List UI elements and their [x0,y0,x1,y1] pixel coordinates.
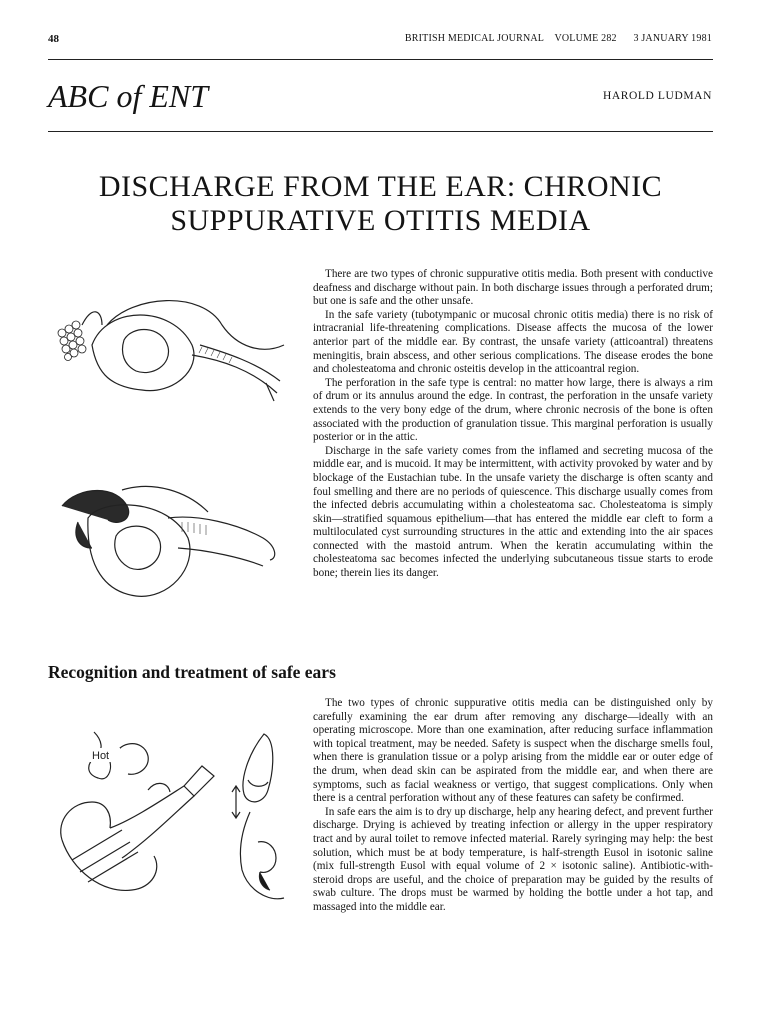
paragraph: There are two types of chronic suppurative otitis media. Both present with conductive deafness and discharge without pain. In both discharge issues through a perforated drum; but one is safe and the other unsafe. [313,268,713,308]
article-title-line-2: SUPPURATIVE OTITIS MEDIA [170,204,591,237]
header-rule [48,59,713,60]
ear-safe-illustration [52,285,292,405]
issue-date: 3 JANUARY 1981 [633,33,712,44]
bottle-under-hot-tap-illustration [52,730,222,900]
finger-massage-tragus-illustration [228,730,298,910]
hot-tap-label: Hot [92,750,110,762]
article-title-line-1: DISCHARGE FROM THE EAR: CHRONIC [98,170,663,203]
section-heading: Recognition and treatment of safe ears [48,662,336,682]
journal-volume: VOLUME 282 [554,33,617,44]
paragraph: The perforation in the safe type is central: no matter how large, there is always a rim of drum or its annulus around the edge. In contrast, the perforation in the unsafe variety extends to the very bony edge of the drum, where chronic necrosis of the bone is often associated with the production of granulation tissue. This marginal perforation is usually posterior or in the attic. [313,376,713,444]
paragraph: In safe ears the aim is to dry up discharge, help any hearing defect, and prevent further discharge. Drying is achieved by treating infection or allergy in the upper respiratory tract and by aural toilet to remove infected material. Rarely syringing may help: the best solution, which must be at body temperature, is half-strength Eusol in isotonic saline (mix full-strength Eusol with equal volume of 2 × isotonic saline). Antibiotic-with-steroid drops are useful, and the choice of preparation may be guided by the results of swab culture. The drops must be warmed by holding the bottle under a hot tap, and massaged into the middle ear. [313,805,713,913]
journal-name: BRITISH MEDICAL JOURNAL [404,33,544,44]
running-header [397,33,712,44]
paragraph: In the safe variety (tubotympanic or mucosal chronic otitis media) there is no risk of intracranial life-threatening complications. Disease affects the mucosa of the lower anterior part of the middle ear. By contrast, the unsafe variety (atticoantral) threatens meningitis, brain abscess, and other serious complications. The disease erodes the bone and cholesteatoma and chronic osteitis develop in the atticoantral region. [313,308,713,376]
article-title [48,170,713,238]
section-text [313,697,713,915]
ear-unsafe-illustration [58,478,288,608]
series-title: ABC of ENT [48,78,209,114]
paragraph: Discharge in the safe variety comes from the inflamed and secreting mucosa of the middle ear, and is mucoid. It may be intermittent, with activity provoked by water and by blockage of the Eustachian tube. In the unsafe variety the discharge is often scanty and foul smelling and there are no periods of quiescence. This discharge usually comes from the infected debris accumulating within a cholesteatoma sac. Cholesteatoma is simply skin—stratified squamous epithelium—that has entered the middle ear cleft to form a multiloculated cyst surrounding structures in the attic and extending into the air spaces connected with the mastoid antrum. When the keratin accumulating within the cholesteatoma sac becomes infected the underlying subcutaneous tissue starts to erode bone; therein lies its danger. [313,444,713,580]
paragraph: The two types of chronic suppurative otitis media can be distinguished only by carefully examining the ear drum after removing any discharge—ideally with an operating microscope. More than one examination, after reducing surface inflammation with topical treatment, may be needed. Safety is suspect when the discharge smells foul, when there is granulation tissue or a polyp arising from the middle ear or outer edge of the drum, when dead skin can be aspirated from the middle ear, and when there are symptoms, such as facial weakness or vertigo, that suggest complications. Only when there is a central perforation without any of these features can safety be confirmed. [313,697,713,805]
intro-text [313,268,713,581]
mastoid-cells [58,321,86,361]
author: HAROLD LUDMAN [602,90,712,102]
title-rule [48,131,713,132]
page-number: 48 [48,33,59,45]
